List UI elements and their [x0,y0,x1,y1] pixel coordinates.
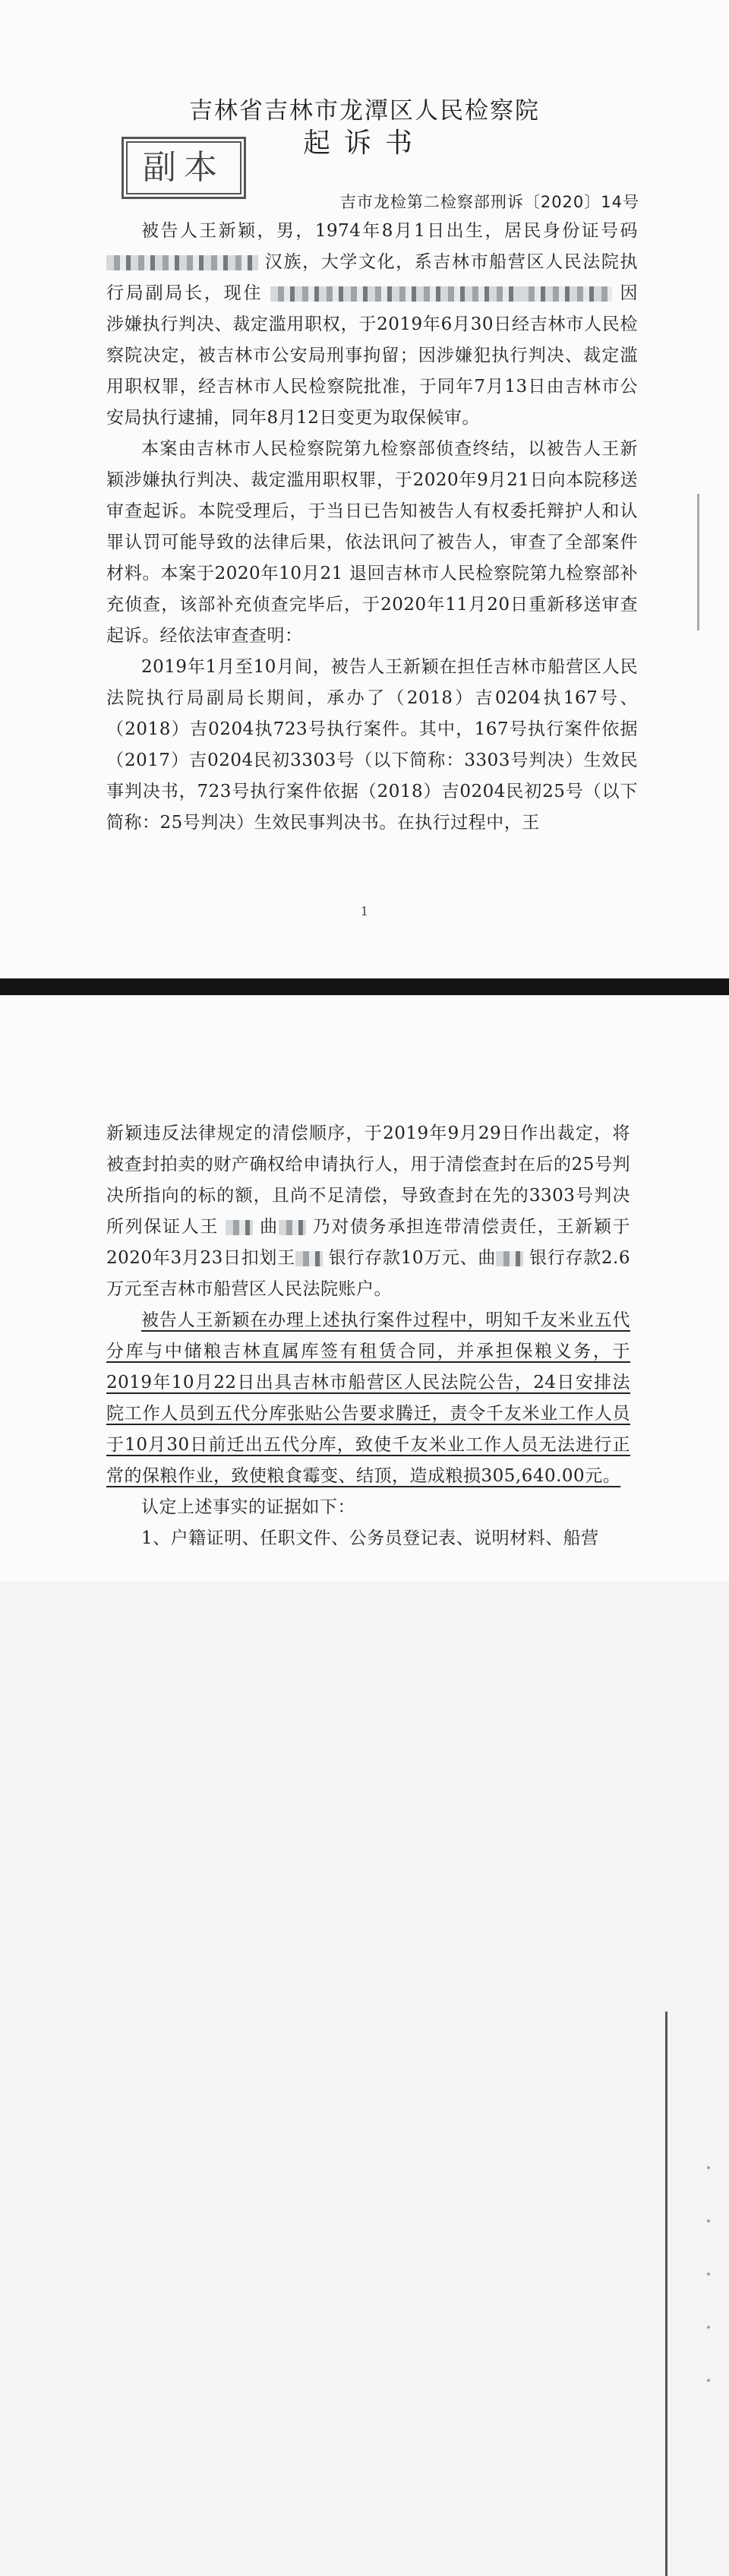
facts-paragraph: 2019年1月至10月间，被告人王新颖在担任吉林市船营区人民法院执行局副局长期间，承办了（2018）吉0204执167号、（2018）吉0204执723号执行案件。其中，167号执行案件依据（2017）吉0204民初3303号（以下简称：3303号判决）生效民事判决书，723号执行案件依据（2018）吉0204民初25号（以下简称：25号判决）生效民事判决书。在执行过程中，王 [106,657,638,833]
redacted-name-2 [279,1220,306,1235]
redacted-name-1 [226,1220,253,1235]
redacted-name-4 [496,1251,523,1266]
evidence-heading: 认定上述事实的证据如下： [141,1497,355,1517]
page2-body [106,1118,630,1554]
page-separator [0,978,729,995]
redacted-id-number [106,255,258,270]
procedure-paragraph: 本案由吉林市人民检察院第九检察部侦查终结，以被告人王新颖涉嫌执行判决、裁定滥用职权罪，于2020年9月21日向本院移送审查起诉。本院受理后，于当日已告知被告人有权委托辩护人和认罪认罚可能导致的法律后果，依法讯问了被告人，审查了全部案件材料。本案于2020年10月21 退回吉林市人民检察院第九检察部补充侦查，该部补充侦查完毕后，于2020年11月20日重新移送审查起诉。经依法审查查明： [106,439,638,646]
organization-name: 吉林省吉林市龙潭区人民检察院 [189,97,540,125]
facts-continued-paragraph: 新颖违反法律规定的清偿顺序，于2019年9月29日作出裁定，将被查封拍卖的财产确权给申请执行人，用于清偿查封在后的25号判决所指向的标的额，且尚不足清偿，导致查封在先的3303号判决所列保证人王 曲 乃对债务承担连带清偿责任，王新颖于2020年3月23日扣划王 银行存款10万元、曲 银行存款2.6万元至吉林市船营区人民法院账户。 [106,1124,631,1299]
underlined-facts-paragraph: 被告人王新颖在办理上述执行案件过程中，明知千友米业五代分库与中储粮吉林直属库签有租赁合同，并承担保粮义务，于2019年10月22日出具吉林市船营区人民法院公告，24日安排法院工作人员到五代分库张贴公告要求腾迁，责令千友米业工作人员于10月30日前迁出五代分库，致使千友米业工作人员无法进行正常的保粮作业，致使粮食霉变、结顶，造成粮损305,640.00元。 [106,1310,630,1486]
redacted-address [270,286,521,302]
redacted-address-cont [521,286,612,302]
redacted-name-3 [295,1251,323,1266]
document-number: 吉市龙检第二检察部刑诉〔2020〕14号 [339,193,639,211]
page-number: 1 [360,904,369,918]
copy-stamp: 副本 [122,137,246,199]
page1-body [106,216,638,839]
document-page-1 [0,0,729,978]
document-page-2 [0,995,729,2394]
document-title: 起诉书 [302,128,426,159]
defendant-paragraph: 被告人王新颖，男，1974年8月1日出生，居民身份证号码 汉族，大学文化，系吉林市船营区人民法院执行局副局长，现住 因涉嫌执行判决、裁定滥用职权，于2019年6月30日经吉林市人民检察院决定，被吉林市公安局刑事拘留；因涉嫌犯执行判决、裁定滥用职权罪，经吉林市人民检察院批准，于同年7月13日由吉林市公安局执行逮捕，同年8月12日变更为取保候审。 [106,221,639,428]
scan-edge-mark [697,494,699,631]
margin-bleed-text: · · · · · [705,2155,712,2394]
evidence-item-1: 1、户籍证明、任职文件、公务员登记表、说明材料、船营 [141,1528,599,1548]
scan-margin-line [665,2012,667,2576]
